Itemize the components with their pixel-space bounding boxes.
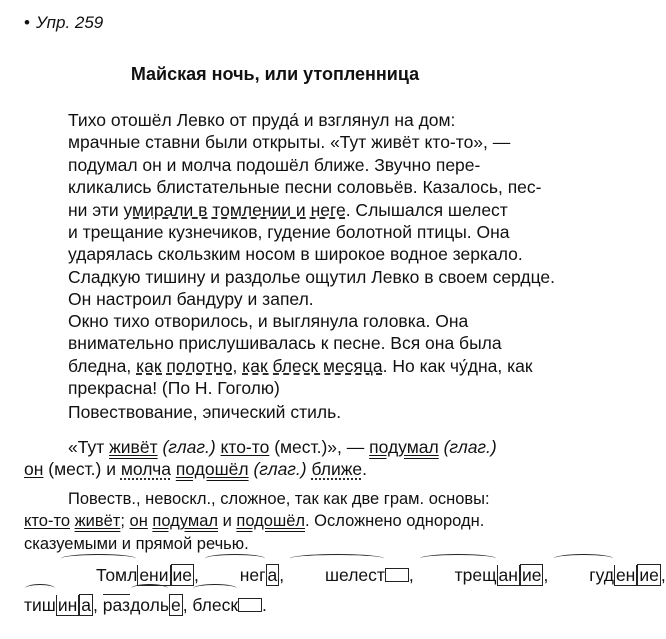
separator: . xyxy=(262,595,267,615)
text-line: ударялась скользким носом в широкое водное зеркало. xyxy=(68,244,523,265)
text-line xyxy=(24,199,524,221)
bullet-icon: • xyxy=(24,13,30,32)
text-fragment: ; xyxy=(120,512,130,531)
predicate: подумал xyxy=(152,512,219,531)
word-suffix: ени xyxy=(139,565,169,585)
word-root: блеск xyxy=(192,590,238,620)
text-fragment: ни эти xyxy=(68,199,124,220)
paragraph-3 xyxy=(24,401,524,423)
word-root: гуд xyxy=(553,560,614,590)
text-fragment: (глаг.) xyxy=(438,437,497,457)
predicate: подумал xyxy=(369,437,439,457)
text-line xyxy=(24,590,524,620)
word-ending: а xyxy=(81,595,92,615)
sentence-characteristic xyxy=(24,488,524,555)
word-ending: ие xyxy=(172,565,193,585)
paragraph-2 xyxy=(24,310,533,400)
text-line: Тихо отошёл Левко от пруда́ и взглянул на дом: xyxy=(68,110,456,130)
morpheme-parsing xyxy=(24,560,666,620)
exercise-label: Упр. 259 xyxy=(35,13,104,32)
word-root: Томл xyxy=(60,560,137,590)
word-root: нег xyxy=(204,560,266,590)
separator: , xyxy=(93,595,103,615)
text-line: мрачные ставни были открыты. «Тут живёт кто-то», — xyxy=(68,132,511,153)
text-title: Майская ночь, или утопленница xyxy=(130,64,420,84)
text-line: Повествование, эпический стиль. xyxy=(68,402,342,422)
separator: , xyxy=(660,565,666,585)
adverbial: ближе xyxy=(311,459,363,480)
text-fragment: (мест.) и xyxy=(43,459,121,480)
text-fragment: (глаг.) xyxy=(248,459,312,480)
text-line: Сладкую тишину и раздолье ощутил Левко в своем сердце. xyxy=(68,266,556,287)
separator: , xyxy=(543,565,554,585)
subject: кто-то xyxy=(24,512,70,531)
separator: , xyxy=(194,565,204,585)
underlined-phrase: умирали в томлении и неге xyxy=(123,199,346,220)
word-suffix: ан xyxy=(498,565,518,585)
text-line: Окно тихо отворилось, и выглянула головка. Она xyxy=(68,311,469,331)
word-ending: а xyxy=(267,565,278,585)
subject: кто-то xyxy=(220,437,270,457)
text-line xyxy=(24,560,666,590)
subject: он xyxy=(129,512,148,531)
text-line xyxy=(24,510,524,532)
text-line: сказуемыми и прямой речью. xyxy=(24,534,249,553)
predicate: подошёл xyxy=(175,459,249,480)
word-root: трещ xyxy=(419,560,497,590)
paragraph-1 xyxy=(24,109,556,311)
word-ending: ие xyxy=(521,565,542,585)
word-root: доль xyxy=(130,590,169,620)
text-line xyxy=(24,436,524,458)
sentence-analysis xyxy=(24,436,524,481)
underlined-comparison: как блеск месяца xyxy=(242,355,383,376)
separator: , xyxy=(408,565,419,585)
text-line: Он настроил бандуру и запел. xyxy=(68,289,314,310)
text-fragment: бледна, xyxy=(68,355,137,376)
word-prefix: раз xyxy=(102,595,131,615)
text-line: Повеств., невоскл., сложное, так как две грам. основы: xyxy=(68,490,490,508)
text-line xyxy=(24,355,533,377)
separator: , xyxy=(279,565,289,585)
predicate: живёт xyxy=(109,437,158,457)
word-suffix: ен xyxy=(615,565,636,585)
text-fragment: (мест.)», — xyxy=(269,437,370,457)
predicate: живёт xyxy=(74,512,121,531)
word-root: шелест xyxy=(289,560,385,590)
word-ending: е xyxy=(170,595,181,615)
text-line: и трещание кузнечиков, гудение болотной птицы. Она xyxy=(68,222,510,243)
separator: , xyxy=(182,595,193,615)
text-fragment: . Осложнено однородн. xyxy=(305,512,485,531)
text-line: подумал он и молча подошёл ближе. Звучно пере- xyxy=(68,154,481,175)
underlined-comparison: как полотно xyxy=(136,355,233,376)
word-ending: ие xyxy=(639,565,659,585)
text-fragment: «Тут xyxy=(68,437,110,457)
text-fragment: и xyxy=(218,512,237,531)
word-suffix: ин xyxy=(57,595,78,615)
text-line: прекрасна! (По Н. Гоголю) xyxy=(68,378,280,399)
text-fragment: . xyxy=(362,459,368,480)
predicate: подошёл xyxy=(236,512,306,531)
text-line: кликались блистательные песни соловьёв. Казалось, пес- xyxy=(68,177,542,198)
text-fragment: (глаг.) xyxy=(157,437,221,457)
text-line: внимательно прислушивалась к песне. Вся она была xyxy=(68,333,502,354)
text-fragment: . Но как чу́дна, как xyxy=(382,355,533,376)
adverbial: молча xyxy=(120,459,171,480)
zero-ending xyxy=(238,598,262,612)
exercise-number xyxy=(24,13,103,33)
word-root: тиш xyxy=(24,590,56,620)
text-fragment: , xyxy=(232,355,243,376)
subject: он xyxy=(24,459,44,480)
text-line xyxy=(24,458,524,480)
text-fragment: . Слышался шелест xyxy=(345,199,508,220)
zero-ending xyxy=(385,568,409,582)
